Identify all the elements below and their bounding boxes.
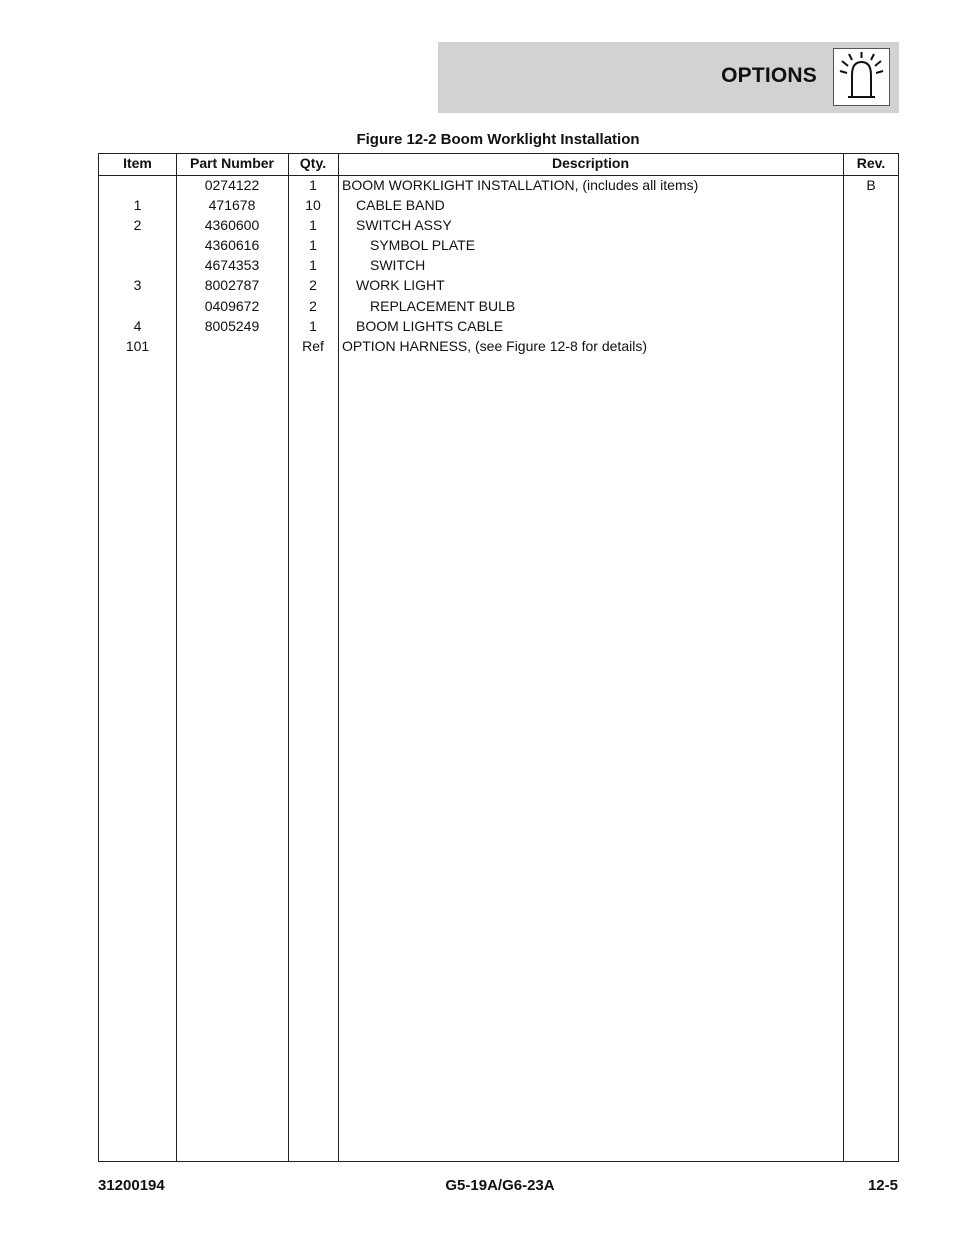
part-number-cell: 8002787 bbox=[204, 277, 260, 294]
column-header-item: Item bbox=[123, 155, 152, 171]
table-row bbox=[99, 197, 898, 217]
column-header-part-number: Part Number bbox=[189, 155, 275, 171]
description-cell: SYMBOL PLATE bbox=[370, 237, 476, 254]
table-row bbox=[99, 338, 898, 358]
column-header-rev: Rev. bbox=[856, 155, 886, 171]
qty-cell: 1 bbox=[309, 217, 317, 234]
item-cell: 3 bbox=[133, 277, 142, 294]
section-header bbox=[438, 42, 899, 113]
table-body bbox=[99, 177, 898, 358]
footer-document-number: 31200194 bbox=[98, 1177, 165, 1194]
item-cell: 4 bbox=[133, 317, 142, 334]
qty-cell: 2 bbox=[309, 297, 317, 314]
description-cell: REPLACEMENT BULB bbox=[370, 297, 516, 314]
description-cell: BOOM LIGHTS CABLE bbox=[356, 317, 504, 334]
description-cell: SWITCH bbox=[370, 257, 426, 274]
qty-cell: 1 bbox=[309, 177, 317, 193]
part-number-cell: 4674353 bbox=[204, 257, 260, 274]
item-cell: 2 bbox=[133, 217, 142, 234]
description-cell: BOOM WORKLIGHT INSTALLATION, (includes all items) bbox=[342, 177, 699, 193]
qty-cell: 10 bbox=[305, 197, 321, 214]
qty-cell: 1 bbox=[309, 237, 317, 254]
item-cell: 1 bbox=[133, 197, 142, 214]
qty-cell: 1 bbox=[309, 257, 317, 274]
qty-cell: 1 bbox=[309, 317, 317, 334]
rev-cell: B bbox=[866, 177, 876, 193]
item-cell: 101 bbox=[125, 337, 150, 354]
part-number-cell: 8005249 bbox=[204, 317, 260, 334]
qty-cell: Ref bbox=[302, 337, 324, 354]
qty-cell: 2 bbox=[309, 277, 317, 294]
figure-title: Figure 12-2 Boom Worklight Installation bbox=[356, 131, 640, 148]
part-number-cell: 0409672 bbox=[204, 297, 260, 314]
table-row bbox=[99, 298, 898, 318]
parts-table bbox=[98, 153, 899, 1162]
description-cell: OPTION HARNESS, (see Figure 12-8 for details) bbox=[342, 337, 647, 354]
header-divider bbox=[99, 175, 898, 176]
part-number-cell: 4360600 bbox=[204, 217, 260, 234]
description-cell: SWITCH ASSY bbox=[356, 217, 452, 234]
column-header-description: Description bbox=[551, 155, 629, 171]
footer-page-number: 12-5 bbox=[867, 1177, 898, 1194]
description-cell: WORK LIGHT bbox=[356, 277, 445, 294]
part-number-cell: 4360616 bbox=[204, 237, 260, 254]
table-row bbox=[99, 257, 898, 277]
table-row bbox=[99, 177, 898, 197]
description-cell: CABLE BAND bbox=[356, 197, 445, 214]
table-row bbox=[99, 217, 898, 237]
footer-model: G5-19A/G6-23A bbox=[445, 1177, 555, 1194]
section-title: OPTIONS bbox=[721, 64, 817, 87]
table-row bbox=[99, 237, 898, 257]
part-number-cell: 0274122 bbox=[204, 177, 260, 193]
part-number-cell: 471678 bbox=[208, 197, 256, 214]
warning-light-icon bbox=[833, 48, 890, 106]
table-row bbox=[99, 318, 898, 338]
column-header-qty: Qty. bbox=[299, 155, 327, 171]
table-row bbox=[99, 277, 898, 297]
